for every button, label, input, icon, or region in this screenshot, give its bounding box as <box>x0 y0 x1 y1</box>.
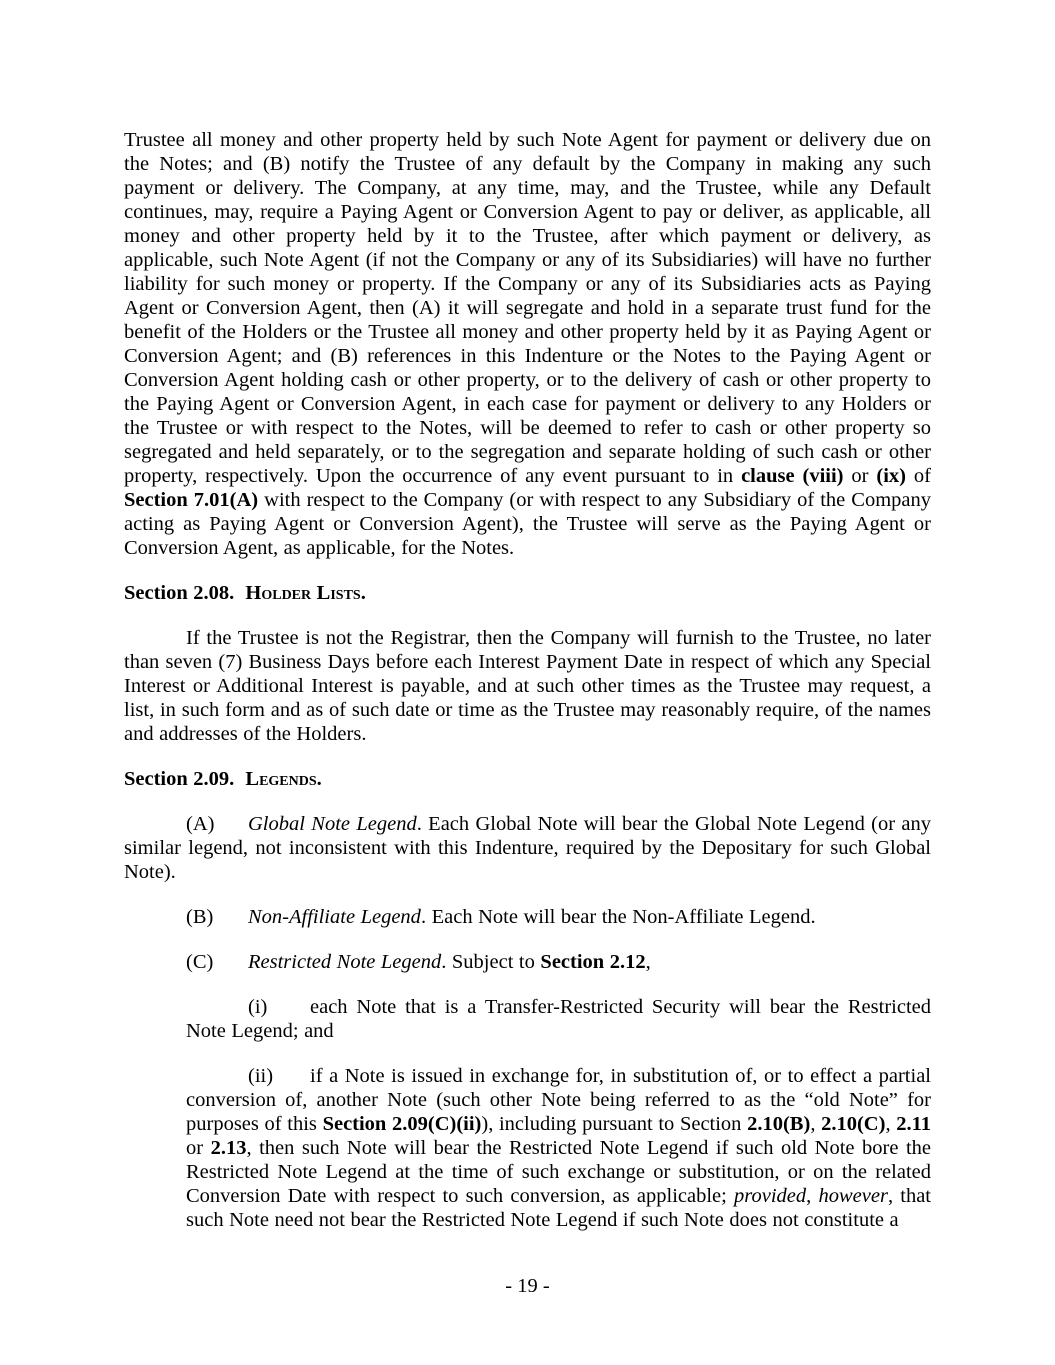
text-run <box>234 582 245 604</box>
list-item-ii <box>186 1064 931 1232</box>
text-run: or <box>186 1137 211 1159</box>
text-run: , <box>810 1113 822 1135</box>
text-run: ), including pursuant to Section <box>481 1113 748 1135</box>
text-run: , <box>645 951 651 973</box>
paragraph-note-agent-continuation <box>124 128 931 560</box>
text-run: Trustee all money and other property held by such Note Agent for payment or delivery due on the Notes; and (B) notify the Trustee of any default by the Company in making any such payment or delivery. The Company, at any time, may, and the Trustee, while any Default continues, may, require a Paying Agent or Conversion Agent to pay or deliver, as applicable, all money and other property held by it to the Trustee, after which payment or delivery, as applicable, such Note Agent (if not the Company or any of its Subsidiaries) will have no further liability for such money or property. If the Company or any of its Subsidiaries acts as Paying Agent or Conversion Agent, then (A) it will segregate and hold in a separate trust fund for the benefit of the Holders or the Trustee all money and other property held by it as Paying Agent or Conversion Agent; and (B) references in this Indenture or the Notes to the Paying Agent or Conversion Agent holding cash or other property, or to the delivery of cash or other property to the Paying Agent or Conversion Agent, in each case for payment or delivery to any Holders or the Trustee or with respect to the Notes, will be deemed to refer to cash or other property so segregated and held separately, or to the segregation and separate holding of such cash or other property, respectively. Upon the occurrence of any event pursuant to in <box>124 129 931 487</box>
text-run: provided <box>734 1185 807 1207</box>
heading-section-2-08 <box>124 581 931 605</box>
text-run: (ix) <box>876 465 906 487</box>
text-run: 2.13 <box>210 1137 247 1159</box>
paragraph-holder-lists <box>124 626 931 746</box>
text-run: if a Note is issued in exchange for, in substitution of, or to effect a partial conversion of, another Note (such other Note being referred to as the “old Note” for purposes of this <box>186 1065 931 1135</box>
text-run: 2.11 <box>896 1113 931 1135</box>
list-marker: (i) <box>248 996 268 1018</box>
text-run: , then such Note will bear the Restricted Note Legend if such old Note bore the Restricted Note Legend at the time of such exchange or substitution, or on the related Conversion Date with respect to such conversion, as applicable; <box>186 1137 931 1207</box>
text-run <box>234 768 245 790</box>
text-run: however <box>818 1185 888 1207</box>
list-marker: (B) <box>186 906 214 928</box>
list-marker: (C) <box>186 951 214 973</box>
text-run: Section 7.01(A) <box>124 489 259 511</box>
text-run: . Each Note will bear the Non-Affiliate Legend. <box>420 906 816 928</box>
text-run: , <box>885 1113 897 1135</box>
paragraph-global-note-legend <box>124 812 931 884</box>
text-run: 2.10(C) <box>821 1113 886 1135</box>
text-run: 2.10(B) <box>747 1113 811 1135</box>
list-marker: (A) <box>186 813 215 835</box>
text-run: Non-Affiliate Legend <box>248 906 421 928</box>
text-run: , that such Note need not bear the Restricted Note Legend if such Note does not constitute a <box>186 1185 931 1231</box>
text-run: , <box>806 1185 819 1207</box>
text-run: with respect to the Company (or with respect to any Subsidiary of the Company acting as Paying Agent or Conversion Agent), the Trustee will serve as the Paying Agent or Conversion Agent, as applicable, for the Notes. <box>124 489 931 559</box>
paragraph-non-affiliate-legend <box>124 905 931 929</box>
list-item-i <box>186 995 931 1043</box>
heading-section-2-09 <box>124 767 931 791</box>
text-run: Section 2.12 <box>540 951 646 973</box>
text-run: Restricted Note Legend <box>248 951 442 973</box>
text-run: of <box>906 465 931 487</box>
text-run: Legends. <box>245 768 322 790</box>
text-run: Section 2.09. <box>124 768 235 790</box>
text-run: . Each Global Note will bear the Global Note Legend (or any similar legend, not inconsistent with this Indenture, required by the Depositary for such Global Note). <box>124 813 931 883</box>
text-run: . Subject to <box>441 951 541 973</box>
text-run: clause (viii) <box>741 465 844 487</box>
text-run: each Note that is a Transfer-Restricted Security will bear the Restricted Note Legend; and <box>186 996 931 1042</box>
list-marker: (ii) <box>248 1065 274 1087</box>
text-run: or <box>843 465 877 487</box>
text-run: Global Note Legend <box>248 813 417 835</box>
text-run: Section 2.08. <box>124 582 235 604</box>
paragraph-restricted-note-legend <box>124 950 931 974</box>
text-run: If the Trustee is not the Registrar, then the Company will furnish to the Trustee, no later than seven (7) Business Days before each Interest Payment Date in respect of which any Special Interest or Additional Interest is payable, and at such other times as the Trustee may request, a list, in such form and as of such date or time as the Trustee may reasonably require, of the names and addresses of the Holders. <box>124 627 931 745</box>
text-run: Holder Lists. <box>245 582 366 604</box>
text-run: Section 2.09(C)(ii) <box>322 1113 482 1135</box>
page-number: - 19 - <box>505 1275 550 1297</box>
